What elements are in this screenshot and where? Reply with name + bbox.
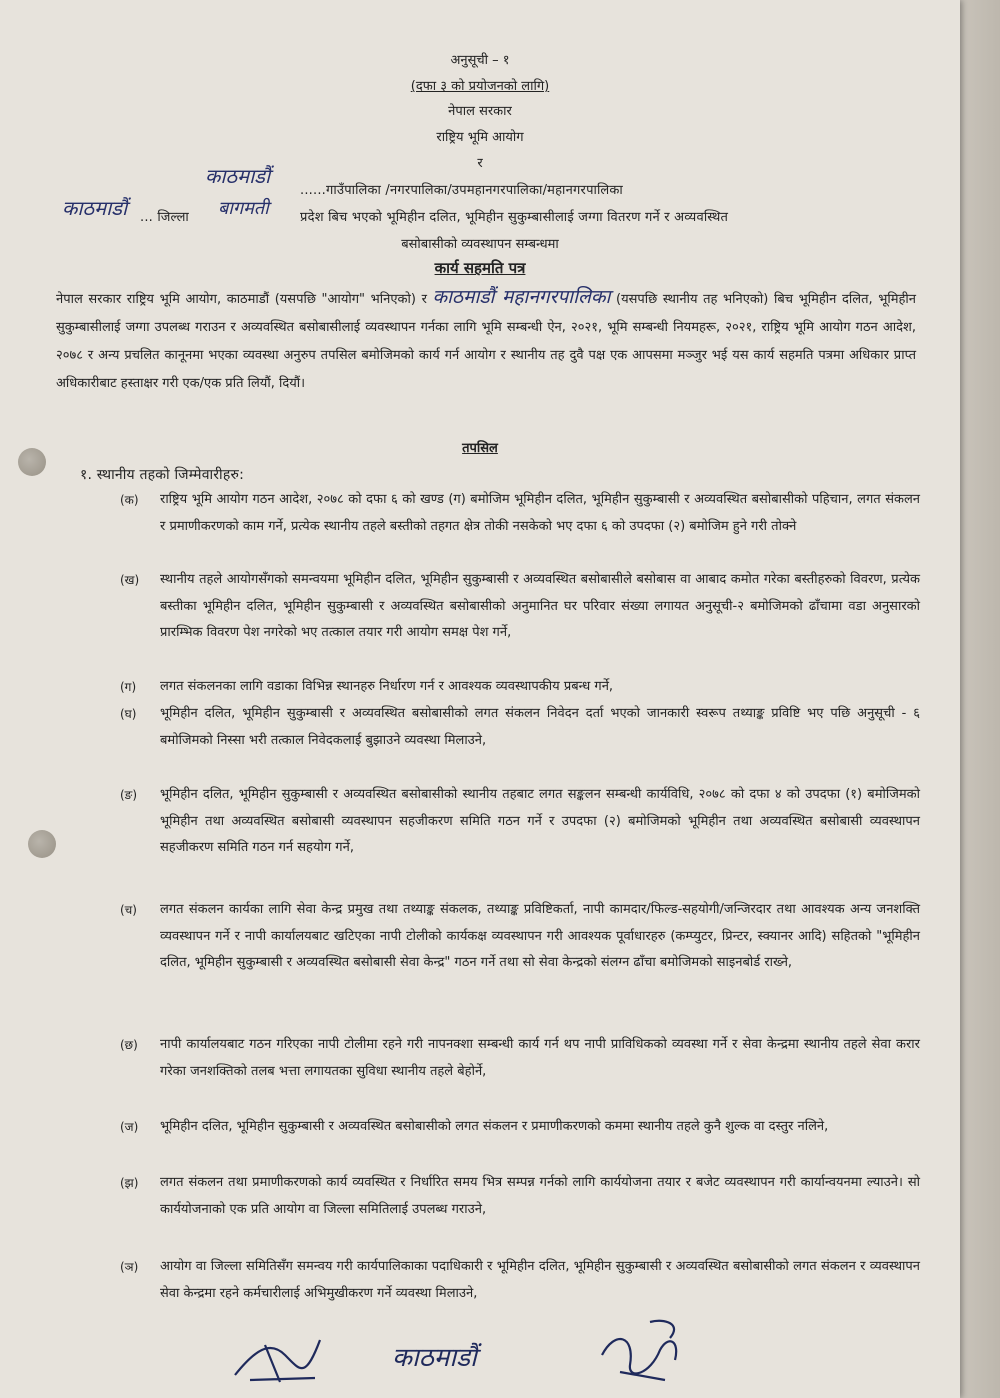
annex-label: अनुसूची – १ xyxy=(450,53,510,68)
item-text: भूमिहीन दलित, भूमिहीन सुकुम्बासी र अव्यवस्थित बसोबासीको स्थानीय तहबाट लगत सङ्कलन सम्बन्धी कार्यविधि, २०७८ को दफा ४ को उपदफा (१) बमोजिमको भूमिहीन तथा अव्यवस्थित बसोबासी व्यवस्थापन सहजीकरण समिति गठन गर्ने र उपदफा (२) बमोजिमको भूमिहीन तथा अव्यवस्थित बसोबासी व्यवस्थापन सहजीकरण समिति गठन गर्न सहयोग गर्ने, xyxy=(160,787,920,855)
intro-text-2: (यसपछि स्थानीय तह भनिएको) बिच भूमिहीन दलित, भूमिहीन सुकुम्बासीलाई जग्गा उपलब्ध गराउन र अव्यवस्थित बसोबासीलाई व्यवस्थापन गर्नका लागि भूमि सम्बन्धी ऐन, २०२१, भूमि सम्बन्धी नियमहरू, २०२१, राष्ट्रिय भूमि आयोग गठन आदेश, २०७८ र अन्य प्रचलित कानूनमा भएका व्यवस्था अनुरुप तपसिल बमोजिमको कार्य गर्न आयोग र स्थानीय तह दुवै पक्ष एक आपसमा मञ्जुर भई यस कार्य सहमति पत्रमा अधिकार प्राप्त अधिकारीबाट हस्ताक्षर गरी एक/एक प्रति लियौं, दियौं। xyxy=(56,292,916,391)
list-item xyxy=(120,567,920,647)
list-item xyxy=(120,1254,920,1307)
item-text: लगत संकलनका लागि वडाका विभिन्न स्थानहरु निर्धारण गर्न र आवश्यक व्यवस्थापकीय प्रबन्ध गर्ने, xyxy=(160,679,614,694)
item-marker: (ग) xyxy=(120,680,137,694)
item-text: भूमिहीन दलित, भूमिहीन सुकुम्बासी र अव्यवस्थित बसोबासीको लगत संकलन र प्रमाणीकरणको कममा स्थानीय तहले कुनै शुल्क वा दस्तुर नलिने, xyxy=(160,1119,829,1134)
item-text: भूमिहीन दलित, भूमिहीन सुकुम्बासी र अव्यवस्थित बसोबासीको लगत संकलन निवेदन दर्ता भएको जानकारी स्वरूप तथ्याङ्क प्रविष्टि भए पछि अनुसूची - ६ बमोजिमको निस्सा भरी तत्काल निवेदकलाई बुझाउने व्यवस्था मिलाउने, xyxy=(160,706,920,748)
district-label: ... जिल्ला xyxy=(140,210,189,225)
list-item xyxy=(120,1114,920,1141)
item-marker: (ङ) xyxy=(120,788,138,802)
signature-stroke xyxy=(235,1340,320,1382)
conjunction-label: र xyxy=(477,156,483,171)
section-heading: १. स्थानीय तहको जिम्मेवारीहरु: xyxy=(80,467,244,483)
province-handwritten: बागमती xyxy=(218,198,269,219)
list-item xyxy=(120,674,920,701)
item-text: राष्ट्रिय भूमि आयोग गठन आदेश, २०७८ को दफा ६ को खण्ड (ग) बमोजिम भूमिहीन दलित, भूमिहीन सुकुम्बासी र अव्यवस्थित बसोबासीको पहिचान, लगत संकलन र प्रमाणीकरणको काम गर्ने, प्रत्येक स्थानीय तहले बस्तीको तहगत क्षेत्र तोकी नसकेको भए दफा ६ को उपदफा (२) बमोजिम हुने गरी तोक्ने xyxy=(160,492,920,534)
list-item xyxy=(120,487,920,540)
item-marker: (च) xyxy=(120,903,137,917)
signature-center: काठमाडौं xyxy=(392,1343,477,1373)
subject-line-1: प्रदेश बिच भएको भूमिहीन दलित, भूमिहीन सुकुम्बासीलाई जग्गा वितरण गर्ने र अव्यवस्थित xyxy=(300,210,729,225)
subject-line-2: बसोबासीको व्यवस्थापन सम्बन्धमा xyxy=(401,237,559,252)
item-text: नापी कार्यालयबाट गठन गरिएका नापी टोलीमा रहने गरी नापनक्शा सम्बन्धी कार्य गर्न थप नापी प्राविधिकको व्यवस्था गर्ने र सेवा केन्द्रमा स्थानीय तहले सेवा करार गरेका जनशक्तिको तलब भत्ता लगायतका सुविधा स्थानीय तहले बेहोर्ने, xyxy=(160,1037,920,1079)
list-item xyxy=(120,782,920,862)
list-item xyxy=(120,701,920,754)
item-text: लगत संकलन तथा प्रमाणीकरणको कार्य व्यवस्थित र निर्धारित समय भित्र सम्पन्न गर्नको लागि कार्ययोजना तयार र बजेट व्यवस्थापन गरी कार्यान्वयनमा ल्याउने। सो कार्ययोजनाको एक प्रति आयोग वा जिल्ला समितिलाई उपलब्ध गराउने, xyxy=(160,1175,920,1217)
item-marker: (ख) xyxy=(120,573,140,587)
item-text: आयोग वा जिल्ला समितिसँग समन्वय गरी कार्यपालिकाका पदाधिकारी र भूमिहीन दलित, भूमिहीन सुकुम्बासी र अव्यवस्थित बसोबासीको लगत संकलन र व्यवस्थापन सेवा केन्द्रमा रहने कर्मचारीलाई अभिमुखीकरण गर्ने व्यवस्था मिलाउने, xyxy=(160,1259,920,1301)
item-text: स्थानीय तहले आयोगसँगको समन्वयमा भूमिहीन दलित, भूमिहीन सुकुम्बासी र अव्यवस्थित बसोबासीले बसोबास वा आबाद कमोत गरेका बस्तीहरुको विवरण, प्रत्येक बस्तीका भूमिहीन दलित, भूमिहीन सुकुम्बासी र अव्यवस्थित बसोबासीको अनुमानित घर परिवार संख्या लगायत अनुसूची-२ बमोजिमको ढाँचामा वडा अनुसारको प्रारम्भिक विवरण पेश नगरेको भए तत्काल तयार गरी आयोग समक्ष पेश गर्ने, xyxy=(160,572,920,640)
signature-stroke xyxy=(602,1321,676,1380)
intro-handwritten-entity: काठमाडौं महानगरपालिका xyxy=(432,286,611,308)
item-marker: (घ) xyxy=(120,707,137,721)
punch-hole xyxy=(28,830,56,858)
signature-left xyxy=(225,1320,335,1390)
item-marker: (ञ) xyxy=(120,1260,139,1274)
list-item xyxy=(120,897,920,977)
list-item xyxy=(120,1170,920,1223)
government-label: नेपाल सरकार xyxy=(448,104,512,119)
schedule-heading: तपसिल xyxy=(462,441,498,456)
list-item xyxy=(120,1032,920,1085)
municipality-handwritten: काठमाडौं xyxy=(205,164,271,188)
item-marker: (छ) xyxy=(120,1038,138,1052)
item-marker: (ज) xyxy=(120,1120,139,1134)
purpose-label: (दफा ३ को प्रयोजनको लागि) xyxy=(410,79,550,94)
commission-label: राष्ट्रिय भूमि आयोग xyxy=(436,130,524,145)
item-text: लगत संकलन कार्यका लागि सेवा केन्द्र प्रमुख तथा तथ्याङ्क संकलक, तथ्याङ्क प्रविष्टिकर्ता, नापी कामदार/फिल्ड-सहयोगी/जन्जिरदार तथा आवश्यक अन्य जनशक्ति व्यवस्थापन गर्ने र नापी कार्यालयबाट खटिएका नापी टोलीको कार्यकक्ष व्यवस्थापन गरी आवश्यक पूर्वाधारहरु (कम्प्युटर, प्रिन्टर, स्क्यानर आदि) सहितको "भूमिहीन दलित, भूमिहीन सुकुम्बासी र अव्यवस्थित बसोबासी सेवा केन्द्र" गठन गर्ने तथा सो सेवा केन्द्रको संलग्न ढाँचा बमोजिमको साइनबोर्ड राख्ने, xyxy=(160,902,920,970)
signature-right xyxy=(590,1310,700,1390)
intro-paragraph xyxy=(56,283,916,398)
district-handwritten: काठमाडौं xyxy=(62,196,128,220)
item-marker: (क) xyxy=(120,493,139,507)
municipality-types: ......गाउँपालिका /नगरपालिका/उपमहानगरपालिका/महानगरपालिका xyxy=(300,183,623,198)
agreement-title: कार्य सहमति पत्र xyxy=(434,259,526,277)
intro-text-1: नेपाल सरकार राष्ट्रिय भूमि आयोग, काठमाडौं (यसपछि "आयोग" भनिएको) र xyxy=(56,292,427,307)
item-marker: (झ) xyxy=(120,1176,139,1190)
